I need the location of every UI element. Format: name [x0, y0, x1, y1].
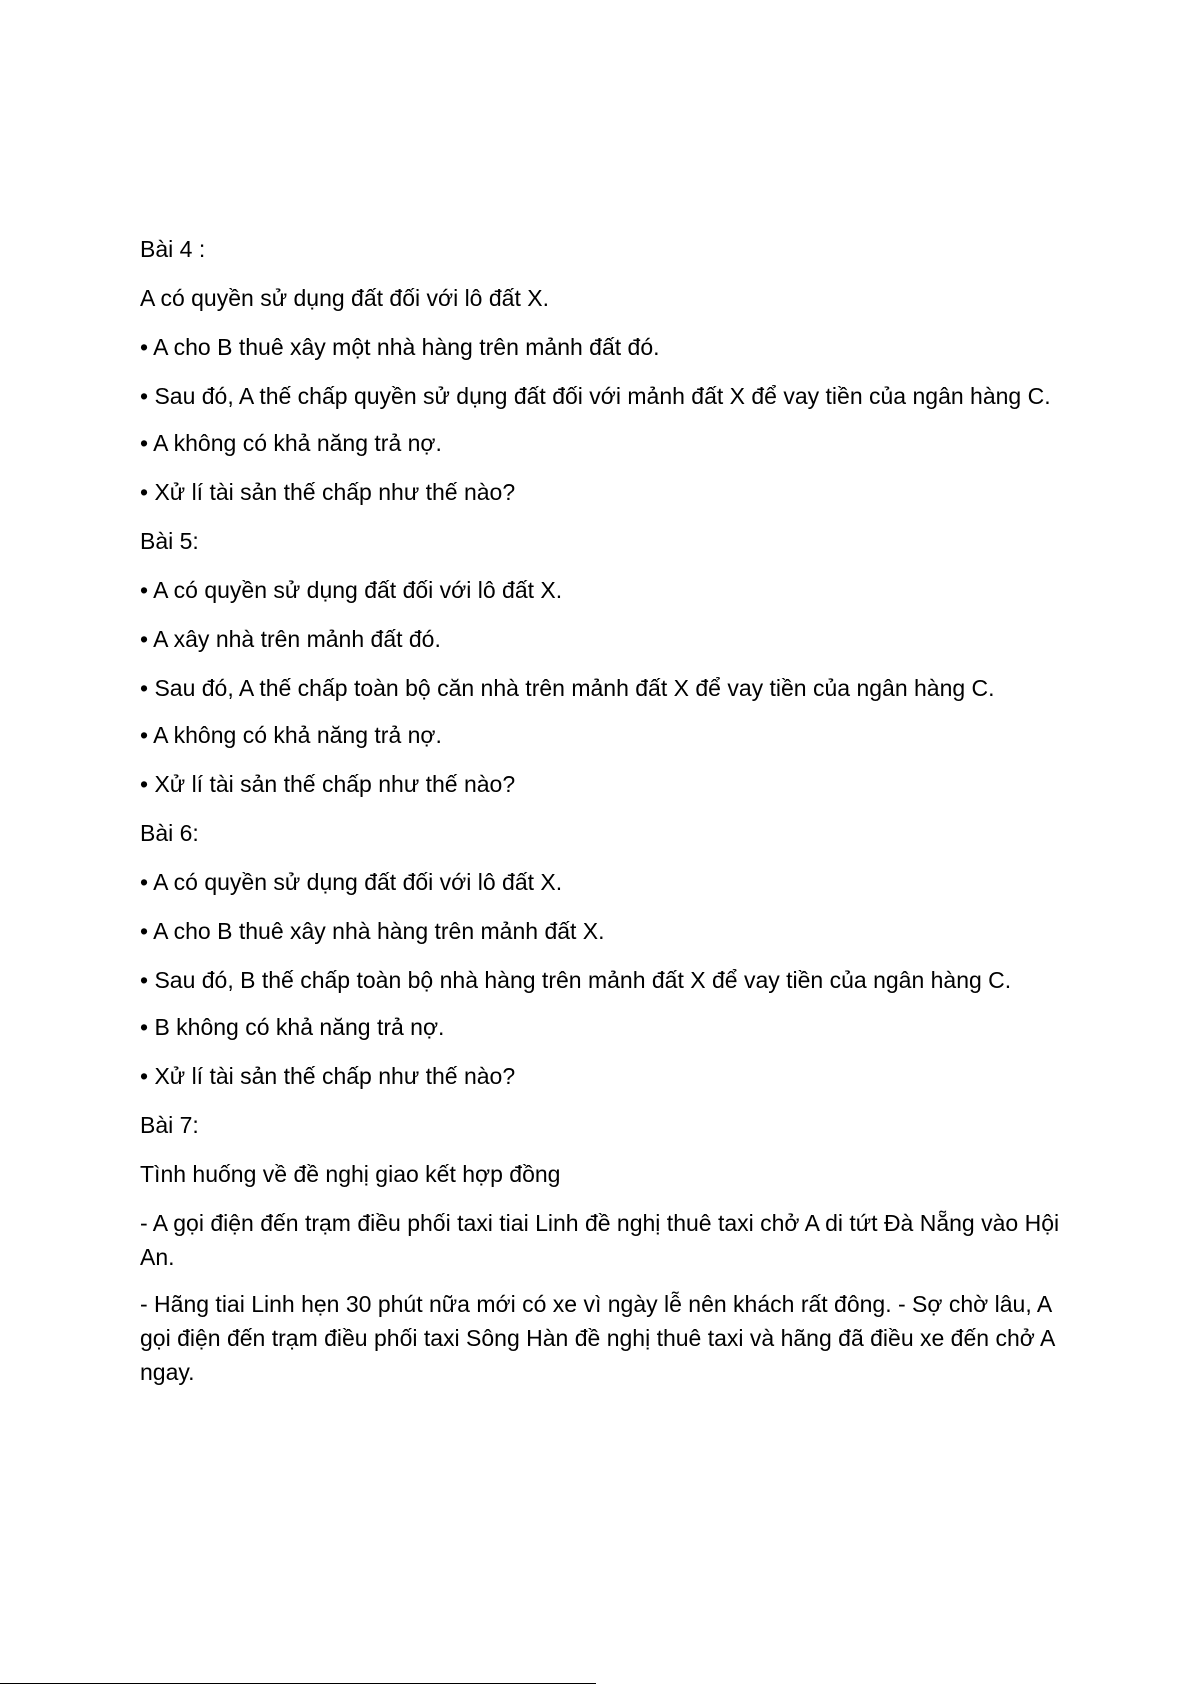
bullet-item: • Xử lí tài sản thế chấp như thế nào? — [140, 1063, 516, 1089]
bullet-item: • A có quyền sử dụng đất đối với lô đất X. — [140, 577, 563, 603]
bullet-item: • A cho B thuê xây nhà hàng trên mảnh đất X. — [140, 918, 605, 944]
dash-item: - Hãng tiai Linh hẹn 30 phút nữa mới có xe vì ngày lễ nên khách rất đông. - Sợ chờ lâu, A gọi điện đến trạm điều phối taxi Sông Hàn đề nghị thuê taxi và hãng đã điều xe đến chở A ngay. — [140, 1291, 1055, 1385]
bullet-item: • Sau đó, A thế chấp quyền sử dụng đất đối với mảnh đất X để vay tiền của ngân hàng C. — [140, 383, 1051, 409]
bullet-item: • A xây nhà trên mảnh đất đó. — [140, 626, 441, 652]
bullet-item: • B không có khả năng trả nợ. — [140, 1014, 445, 1040]
bullet-item: • Sau đó, B thế chấp toàn bộ nhà hàng trên mảnh đất X để vay tiền của ngân hàng C. — [140, 967, 1012, 993]
heading-bai-6: Bài 6: — [140, 820, 199, 846]
bullet-item: • A không có khả năng trả nợ. — [140, 722, 442, 748]
bullet-item: • A không có khả năng trả nợ. — [140, 430, 442, 456]
heading-bai-7: Bài 7: — [140, 1112, 199, 1138]
paragraph-line: A có quyền sử dụng đất đối với lô đất X. — [140, 285, 549, 311]
bullet-item: • A có quyền sử dụng đất đối với lô đất X. — [140, 869, 563, 895]
paragraph-line: Tình huống về đề nghị giao kết hợp đồng — [140, 1161, 561, 1187]
bullet-item: • A cho B thuê xây một nhà hàng trên mảnh đất đó. — [140, 334, 660, 360]
heading-bai-5: Bài 5: — [140, 528, 199, 554]
document-body — [140, 232, 1060, 1404]
dash-item: - A gọi điện đến trạm điều phối taxi tiai Linh đề nghị thuê taxi chở A di tứt Đà Nẵng vào Hội An. — [140, 1210, 1060, 1270]
bullet-item: • Sau đó, A thế chấp toàn bộ căn nhà trên mảnh đất X để vay tiền của ngân hàng C. — [140, 675, 995, 701]
footer-divider — [0, 1683, 596, 1684]
heading-bai-4: Bài 4 : — [140, 236, 206, 262]
bullet-item: • Xử lí tài sản thế chấp như thế nào? — [140, 479, 516, 505]
bullet-item: • Xử lí tài sản thế chấp như thế nào? — [140, 771, 516, 797]
